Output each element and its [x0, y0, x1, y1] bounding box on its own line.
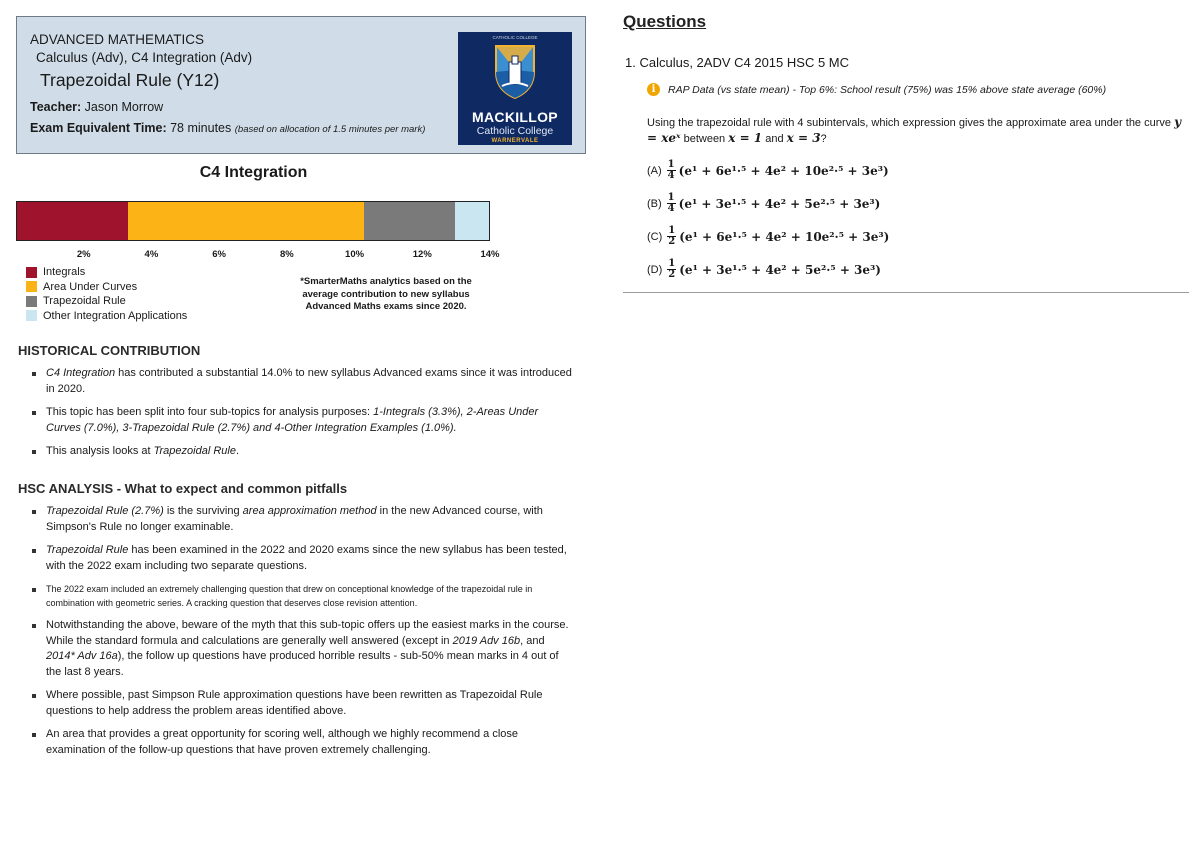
- legend-item: [26, 265, 187, 280]
- option-c: (C) $\frac{1}{2}$ (e¹ + 6e¹·⁵ + 4e² + 10e²·⁵ + 3e³): [647, 225, 890, 247]
- historical-heading: HISTORICAL CONTRIBUTION: [18, 343, 201, 358]
- legend-label: Area Under Curves: [43, 280, 138, 293]
- list-item: C4 Integration has contributed a substantial 14.0% to new syllabus Advanced exams since it was introduced in 2020.: [16, 366, 576, 397]
- teacher-line: [30, 100, 163, 114]
- legend-item: [26, 280, 187, 295]
- teacher-label: Teacher:: [30, 100, 82, 114]
- chart-title: C4 Integration: [199, 164, 308, 181]
- tick-label: 10%: [345, 249, 365, 260]
- hsc-analysis-list: [16, 504, 576, 766]
- shield-icon: [494, 42, 536, 100]
- legend-label: Integrals: [43, 266, 86, 279]
- legend-swatch: [26, 281, 37, 292]
- exam-time-label: Exam Equivalent Time:: [30, 121, 167, 135]
- exam-time-value: 78 minutes: [170, 121, 232, 135]
- logo-name: MACKILLOP: [472, 109, 558, 125]
- chart-legend: [26, 265, 187, 323]
- logo-subtitle: Catholic College: [476, 125, 554, 137]
- stacked-bar-chart: [16, 201, 490, 241]
- question-title: [625, 55, 849, 70]
- bar-segment-area-under-curves: [128, 202, 364, 240]
- option-b: (B) $\frac{1}{4}$ (e¹ + 3e¹·⁵ + 4e² + 5e²·⁵ + 3e³): [647, 192, 881, 214]
- equation-lower-bound: x = 1: [728, 131, 763, 145]
- chart-note-line-2: average contribution to new syllabus: [302, 288, 470, 300]
- historical-list: [16, 366, 576, 468]
- list-item: This topic has been split into four sub-topics for analysis purposes: 1-Integrals (3.3%), 2-Areas Under Curves (7.0%), 3-Trapezoidal Rule (2.7%) and 4-Other Integration Examples (1.0%).: [16, 405, 576, 436]
- question-text: Using the trapezoidal rule with 4 subintervals, which expression gives the approximate area under the curve y = xeˣ between x = 1 and x = 3?: [647, 115, 1182, 145]
- hsc-analysis-heading: HSC ANALYSIS - What to expect and common pitfalls: [18, 481, 348, 496]
- college-logo: [458, 32, 572, 145]
- logo-location: WARNERVALE: [491, 138, 539, 144]
- legend-item: [26, 309, 187, 324]
- exam-time-line: [30, 121, 425, 135]
- tick-label: 14%: [480, 249, 500, 260]
- rap-text: RAP Data (vs state mean) - Top 6%: School result (75%) was 15% above state average (60%): [668, 83, 1107, 96]
- rap-data: [647, 83, 1106, 96]
- legend-swatch: [26, 267, 37, 278]
- tick-label: 8%: [279, 249, 294, 260]
- tick-label: 6%: [212, 249, 227, 260]
- x-axis-ticks: [16, 249, 500, 263]
- exam-time-note: (based on allocation of 1.5 minutes per mark): [234, 124, 426, 135]
- bar-segment-trapezoidal-rule: [364, 202, 455, 240]
- legend-swatch: [26, 310, 37, 321]
- bar-segment-integrals: [17, 202, 128, 240]
- list-item: Where possible, past Simpson Rule approximation questions have been rewritten as Trapezoidal Rule questions to help address the problem areas identified above.: [16, 688, 576, 719]
- question-number: 1.: [625, 55, 636, 70]
- topic-label: Calculus (Adv), C4 Integration (Adv): [36, 50, 253, 65]
- tick-label: 12%: [412, 249, 432, 260]
- bar-segment-other-integration-applications: [455, 202, 489, 240]
- logo-top-text: CATHOLIC COLLEGE: [492, 35, 538, 40]
- option-a: (A) $\frac{1}{4}$ (e¹ + 6e¹·⁵ + 4e² + 10e²·⁵ + 3e³): [647, 159, 889, 181]
- left-column: [16, 16, 586, 756]
- list-item: The 2022 exam included an extremely challenging question that drew on conceptional knowledge of the trapezoidal rule in combination with geometric series. A cracking question that deserves close revision attention.: [16, 582, 576, 610]
- tick-label: 2%: [76, 249, 91, 260]
- list-item: Trapezoidal Rule has been examined in the 2022 and 2020 exams since the new syllabus has been tested, with the 2022 exam including two separate questions.: [16, 543, 576, 574]
- legend-label: Other Integration Applications: [43, 309, 188, 322]
- header-box: [16, 16, 586, 154]
- equation-upper-bound: x = 3: [786, 131, 821, 145]
- list-item: Trapezoidal Rule (2.7%) is the surviving area approximation method in the new Advanced course, with Simpson's Rule no longer examinable.: [16, 504, 576, 535]
- chart-note: [271, 276, 501, 314]
- subject-label: ADVANCED MATHEMATICS: [30, 32, 205, 47]
- option-d: (D) $\frac{1}{2}$ (e¹ + 3e¹·⁵ + 4e² + 5e²·⁵ + 3e³): [647, 258, 881, 280]
- chart-note-line-3: Advanced Maths exams since 2020.: [305, 301, 467, 312]
- info-icon: i: [647, 83, 660, 96]
- legend-swatch: [26, 296, 37, 307]
- list-item: This analysis looks at Trapezoidal Rule.: [16, 444, 576, 460]
- question-source: Calculus, 2ADV C4 2015 HSC 5 MC: [639, 55, 849, 70]
- legend-label: Trapezoidal Rule: [43, 295, 126, 308]
- legend-item: [26, 294, 187, 309]
- equation-curve: y = xeˣ: [647, 115, 1182, 145]
- page-title: Trapezoidal Rule (Y12): [40, 70, 220, 90]
- questions-heading: Questions: [623, 12, 707, 31]
- list-item: Notwithstanding the above, beware of the myth that this sub-topic offers up the easiest marks in the course. While the standard formula and calculations are generally well answered (except in 2019 Adv 16b, and 2014* Adv 16a), the follow up questions have produced horrible results - sub-50% mean marks in 4 out of the last 8 years.: [16, 618, 576, 680]
- teacher-name: Jason Morrow: [84, 100, 164, 114]
- chart-note-line-1: *SmarterMaths analytics based on the: [300, 276, 472, 287]
- tick-label: 4%: [144, 249, 159, 260]
- list-item: An area that provides a great opportunity for scoring well, although we highly recommend a close examination of the follow-up questions that have proven extremely challenging.: [16, 727, 576, 758]
- divider: [623, 292, 1189, 293]
